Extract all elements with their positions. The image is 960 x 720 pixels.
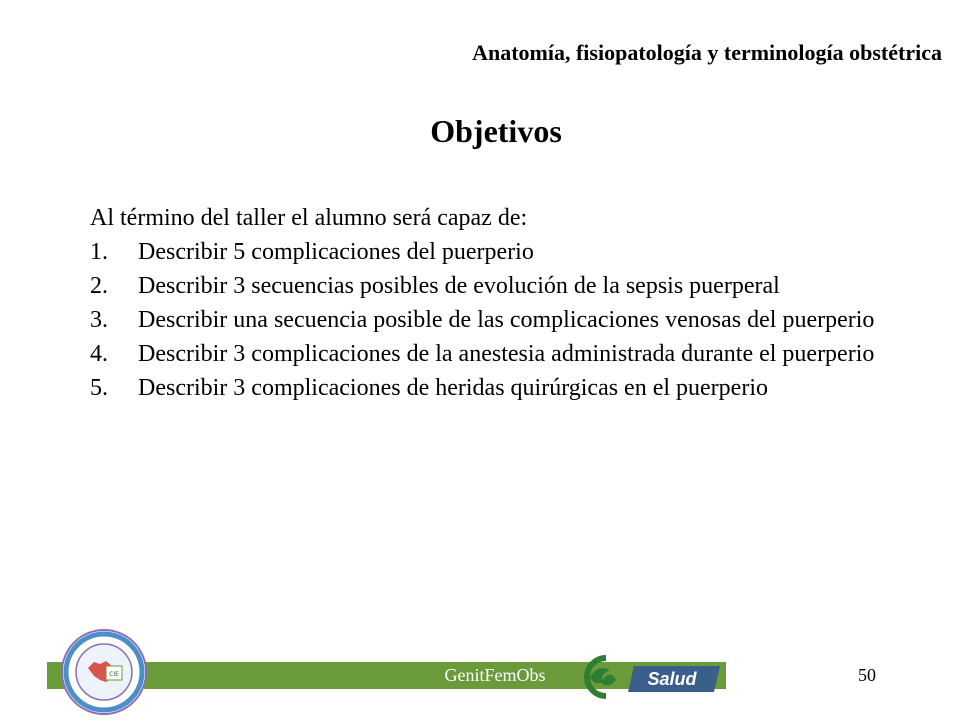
list-item bbox=[90, 235, 910, 269]
list-item bbox=[90, 269, 910, 303]
list-item bbox=[90, 371, 910, 405]
intro-text: Al término del taller el alumno será capaz de: bbox=[90, 205, 528, 231]
list-item-text: Describir 3 secuencias posibles de evolución de la sepsis puerperal bbox=[138, 273, 780, 299]
list-item-number: 4. bbox=[90, 341, 108, 367]
salud-logo-text: Salud bbox=[647, 669, 697, 689]
footer-label: GenitFemObs bbox=[444, 665, 546, 685]
list-item-text: Describir 3 complicaciones de heridas quirúrgicas en el puerperio bbox=[138, 375, 768, 401]
seal-center-text: CIE bbox=[109, 671, 119, 678]
salud-logo bbox=[576, 652, 726, 702]
list-item-text: Describir una secuencia posible de las complicaciones venosas del puerperio bbox=[138, 307, 875, 333]
header-title: Anatomía, fisiopatología y terminología obstétrica bbox=[472, 40, 942, 65]
list-item-number: 3. bbox=[90, 307, 108, 333]
objectives-list bbox=[90, 235, 910, 405]
list-item bbox=[90, 337, 910, 371]
list-item-text: Describir 3 complicaciones de la anestesia administrada durante el puerperio bbox=[138, 341, 875, 367]
list-item-text: Describir 5 complicaciones del puerperio bbox=[138, 239, 534, 265]
list-item-number: 2. bbox=[90, 273, 108, 299]
page-title: Objetivos bbox=[430, 113, 562, 149]
list-item-number: 5. bbox=[90, 375, 108, 401]
page-number: 50 bbox=[858, 665, 876, 685]
list-item-number: 1. bbox=[90, 239, 108, 265]
cie-seal-logo bbox=[60, 628, 148, 716]
list-item bbox=[90, 303, 910, 337]
